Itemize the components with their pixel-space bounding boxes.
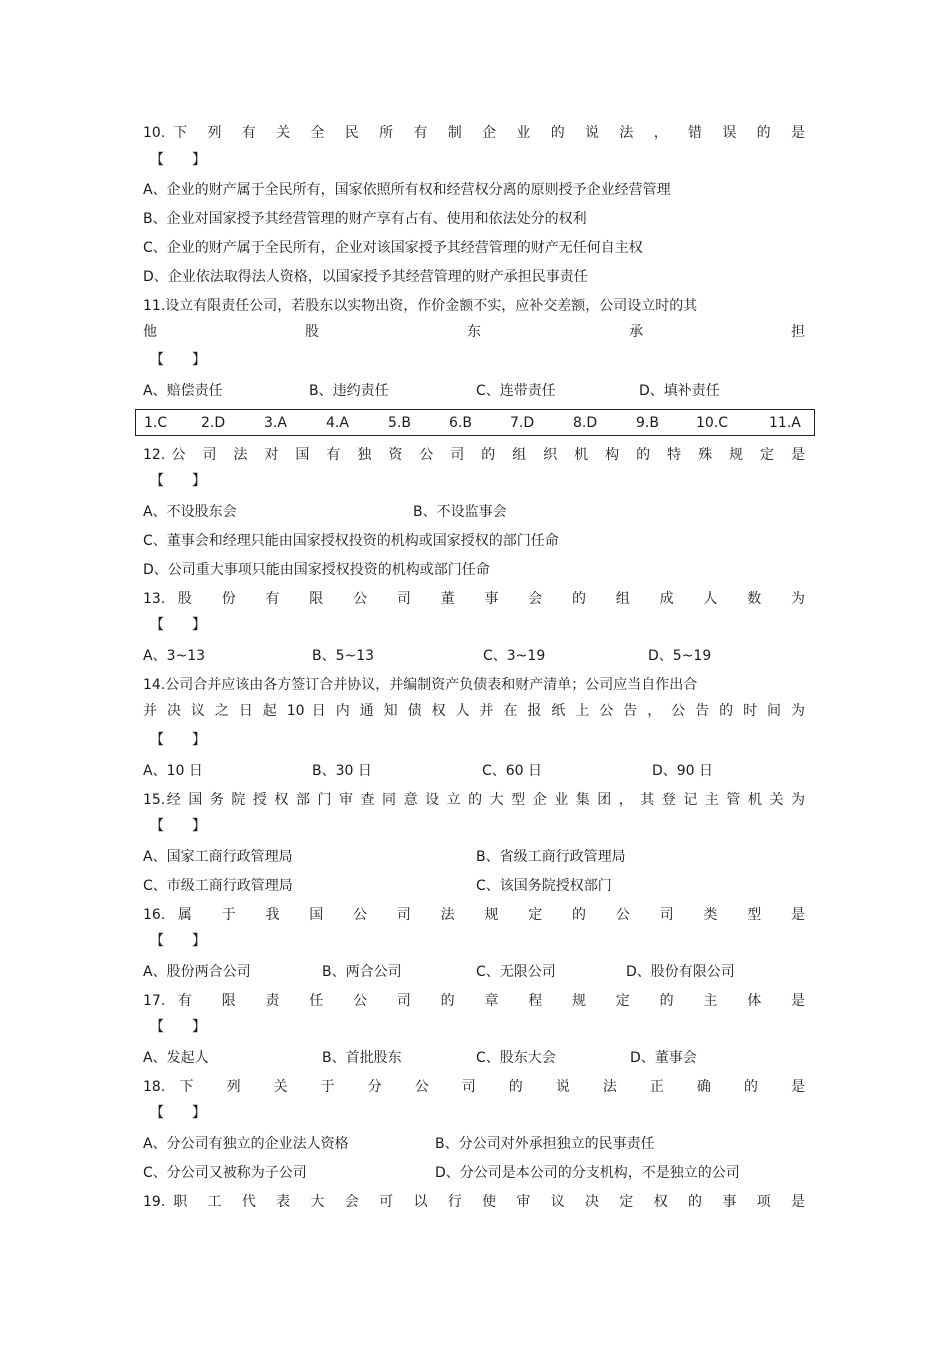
question-15-option-d: C、该国务院授权部门 (476, 878, 612, 894)
question-18-option-a: A、分公司有独立的企业法人资格 (143, 1136, 349, 1152)
question-18-answer-bracket: 【 】 (150, 1105, 206, 1121)
question-14-stem-line1: 14.公司合并应该由各方签订合并协议，并编制资产负债表和财产清单；公司应当自作出合 (143, 677, 698, 693)
question-16-option-a: A、股份两合公司 (143, 964, 251, 980)
question-17-option-b: B、首批股东 (322, 1050, 402, 1066)
question-10-option-d: D、企业依法取得法人资格，以国家授予其经营管理的财产承担民事责任 (143, 269, 588, 285)
question-16-option-d: D、股份有限公司 (626, 964, 735, 980)
answer-key-box (135, 409, 815, 436)
question-11-option-c: C、连带责任 (476, 383, 556, 399)
question-13-option-b: B、5~13 (312, 648, 375, 664)
question-15-stem: 15.经 国 务 院 授 权 部 门 审 查 同 意 设 立 的 大 型 企 业 集 团 ， 其 登 记 主 管 机 关 为 (143, 792, 805, 808)
question-16-option-b: B、两合公司 (322, 964, 402, 980)
question-11-stem-line1: 11.设立有限责任公司，若股东以实物出资，作价金额不实，应补交差额，公司设立时的其 (143, 298, 698, 314)
question-12-answer-bracket: 【 】 (150, 473, 206, 489)
question-17-option-a: A、发起人 (143, 1050, 209, 1066)
question-15-option-a: A、国家工商行政管理局 (143, 849, 293, 865)
question-14-option-a: A、10 日 (143, 763, 203, 779)
question-11-option-d: D、填补责任 (639, 383, 720, 399)
question-18-stem: 18.下 列 关 于 分 公 司 的 说 法 正 确 的 是 (143, 1079, 805, 1095)
question-12-option-d: D、公司重大事项只能由国家授权投资的机构或部门任命 (143, 562, 490, 578)
answer-key-item: 7.D (510, 415, 535, 431)
question-11-option-b: B、违约责任 (309, 383, 389, 399)
question-13-option-c: C、3~19 (483, 648, 546, 664)
answer-key-item: 11.A (769, 415, 801, 431)
question-18-option-d: D、分公司是本公司的分支机构，不是独立的公司 (435, 1165, 740, 1181)
question-10-answer-bracket: 【 】 (150, 152, 206, 168)
question-16-stem: 16.属 于 我 国 公 司 法 规 定 的 公 司 类 型 是 (143, 907, 805, 923)
question-14-option-b: B、30 日 (312, 763, 372, 779)
question-10-stem: 10.下 列 有 关 全 民 所 有 制 企 业 的 说 法 ， 错 误 的 是 (143, 125, 805, 141)
question-11-answer-bracket: 【 】 (150, 352, 206, 368)
question-11-option-a: A、赔偿责任 (143, 383, 223, 399)
question-13-option-d: D、5~19 (648, 648, 712, 664)
answer-key-item: 9.B (636, 415, 659, 431)
answer-key-item: 5.B (388, 415, 411, 431)
question-14-answer-bracket: 【 】 (150, 732, 206, 748)
question-11-stem-line2: 他 股 东 承 担 (143, 324, 805, 340)
answer-key-item: 8.D (573, 415, 598, 431)
answer-key-item: 1.C (144, 415, 168, 431)
question-16-option-c: C、无限公司 (476, 964, 556, 980)
question-12-option-c: C、董事会和经理只能由国家授权投资的机构或国家授权的部门任命 (143, 533, 559, 549)
answer-key-item: 2.D (201, 415, 226, 431)
question-17-option-c: C、股东大会 (476, 1050, 556, 1066)
question-17-option-d: D、董事会 (630, 1050, 697, 1066)
question-10-option-c: C、企业的财产属于全民所有，企业对该国家授予其经营管理的财产无任何自主权 (143, 240, 643, 256)
question-17-answer-bracket: 【 】 (150, 1019, 206, 1035)
question-12-stem: 12.公 司 法 对 国 有 独 资 公 司 的 组 织 机 构 的 特 殊 规 定 是 (143, 447, 805, 463)
question-17-stem: 17.有 限 责 任 公 司 的 章 程 规 定 的 主 体 是 (143, 993, 805, 1009)
question-14-option-c: C、60 日 (482, 763, 543, 779)
question-14-stem-line2: 并 决 议 之 日 起 10 日 内 通 知 债 权 人 并 在 报 纸 上 公 告 ， 公 告 的 时 间 为 (143, 703, 805, 719)
question-18-option-b: B、分公司对外承担独立的民事责任 (435, 1136, 655, 1152)
answer-key-item: 3.A (264, 415, 287, 431)
question-12-option-b: B、不设监事会 (413, 504, 507, 520)
question-14-option-d: D、90 日 (652, 763, 714, 779)
question-13-option-a: A、3~13 (143, 648, 206, 664)
question-13-answer-bracket: 【 】 (150, 617, 206, 633)
answer-key-item: 6.B (449, 415, 472, 431)
question-18-option-c: C、分公司又被称为子公司 (143, 1165, 307, 1181)
question-15-option-b: B、省级工商行政管理局 (476, 849, 626, 865)
answer-key-item: 4.A (326, 415, 349, 431)
question-10-option-b: B、企业对国家授予其经营管理的财产享有占有、使用和依法处分的权利 (143, 211, 587, 227)
question-15-answer-bracket: 【 】 (150, 818, 206, 834)
question-15-option-c: C、市级工商行政管理局 (143, 878, 293, 894)
question-12-option-a: A、不设股东会 (143, 504, 237, 520)
answer-key-item: 10.C (696, 415, 729, 431)
question-13-stem: 13.股 份 有 限 公 司 董 事 会 的 组 成 人 数 为 (143, 591, 805, 607)
question-19-stem: 19.职 工 代 表 大 会 可 以 行 使 审 议 决 定 权 的 事 项 是 (143, 1194, 805, 1210)
question-10-option-a: A、企业的财产属于全民所有，国家依照所有权和经营权分离的原则授予企业经营管理 (143, 182, 671, 198)
question-16-answer-bracket: 【 】 (150, 933, 206, 949)
